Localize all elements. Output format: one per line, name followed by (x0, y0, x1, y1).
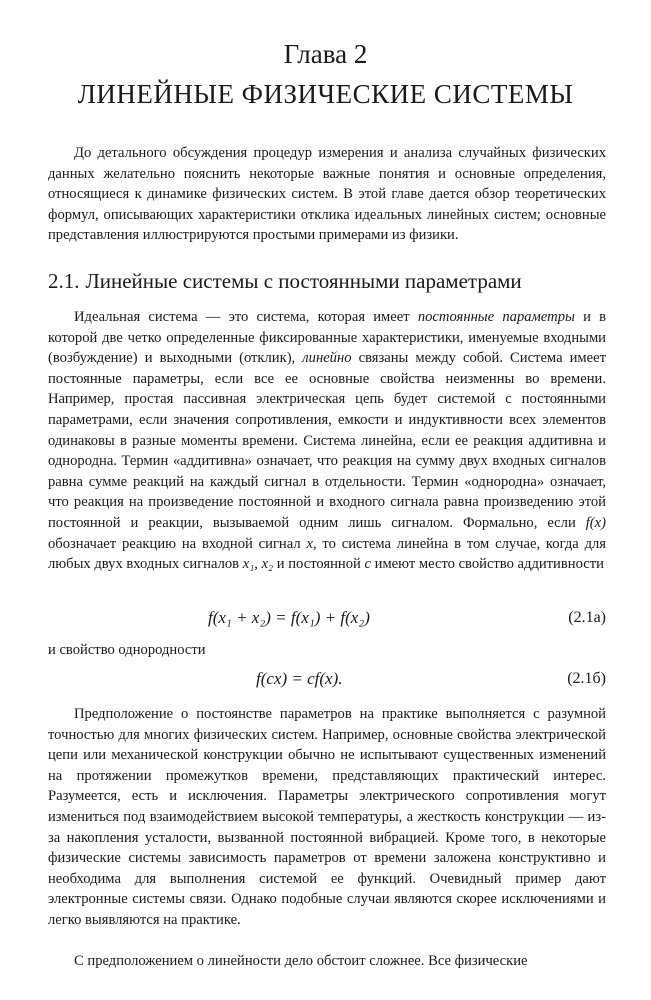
inline-math: f(x) (585, 514, 606, 531)
text-run: Идеальная система — это система, которая имеет (74, 309, 418, 325)
paragraph-constant-parameters (48, 704, 606, 931)
equation-expression: f(x₁ + x₂) = f(x₁) + f(x₂) (208, 608, 370, 627)
intro-paragraph (48, 143, 606, 246)
inline-math: c (364, 556, 371, 573)
equation-homogeneity (48, 666, 606, 692)
section-number: 2.1. (48, 269, 80, 293)
paragraph-text: Предположение о постоянстве параметров на практике выполняется с разумной точностью для многих физических систем. Например, основные свойства электрической цепи или механической конструкции обычно не испытывают существенных изменений на протяжении промежутков времени, представляющих практический интерес. Разумеется, есть и исключения. Параметры электрического сопротивления могут измениться под взаимодействием высокой температуры, а жесткость конструкции — из-за накопления усталости, вызванной постоянной вибрацией. Кроме того, в некоторые физические системы зависимость параметров от времени заложена конструктивно и необходима для выполнения системой ее функций. Очевидный пример дают электронные системы связи. Однако подобные случаи являются скорее исключениями и легко выявляются на практике. (48, 706, 606, 928)
text-run: , то система линейна в том случае, когда для любых двух входных сигналов (48, 535, 606, 573)
chapter-number: Глава 2 (283, 39, 368, 69)
emphasis-term: постоянные параметры (417, 309, 575, 325)
text-run: и постоянной (273, 556, 365, 573)
inline-math: x (306, 535, 313, 552)
paragraph-text: С предположением о линейности дело обстоит сложнее. Все физические (74, 953, 528, 969)
connector-text: и свойство однородности (48, 642, 206, 658)
emphasis-term: линейно (302, 350, 352, 367)
equation-expression: f(cx) = cf(x). (256, 669, 343, 688)
equation-additivity (48, 605, 606, 631)
inline-math: x₁, x₂ (242, 556, 274, 573)
equation-number: (2.1a) (568, 609, 606, 626)
section-heading (48, 268, 618, 294)
section-title: Линейные системы с постоянными параметрами (85, 269, 522, 293)
equation-number: (2.1б) (567, 670, 606, 687)
paragraph-definition-text (48, 307, 606, 575)
chapter-title: ЛИНЕЙНЫЕ ФИЗИЧЕСКИЕ СИСТЕМЫ (77, 79, 574, 109)
paragraph-linearity (48, 951, 606, 972)
text-run: связаны между собой. Система имеет постоянные параметры, если все ее основные свойства неизменны во времени. Например, простая пассивная электрическая цепь будет системой с постоянными параметрами, если значения сопротивления, емкости и индуктивности всех элементов одинаковы в разные моменты времени. Система линейна, если ее реакция аддитивна и однородна. Термин «аддитивна» означает, что реакция на сумму двух входных сигналов равна сумме реакций на каждый сигнал в отдельности. Термин «однородна» означает, что реакция на произведение постоянной и входного сигнала равна произведению этой постоянной и реакции, вызываемой одним лишь сигналом. Формально, если (48, 350, 607, 531)
text-run: обозначает реакцию на входной сигнал (48, 535, 307, 552)
intro-text: До детального обсуждения процедур измерения и анализа случайных физических данных желательно пояснить некоторые важные понятия и основные определения, относящиеся к динамике физических систем. В этой главе дается обзор теоретических формул, описывающих характеристики отклика идеальных линейных систем; основные представления иллюстрируются простыми примерами из физики. (48, 145, 606, 244)
text-run: и в которой две четко определенные фиксированные характеристики, именуемые входными (возбуждение) и выходными (отклик), (48, 309, 606, 367)
paragraph-definition (48, 307, 606, 575)
text-run: имеют место свойство аддитивности (370, 556, 604, 573)
